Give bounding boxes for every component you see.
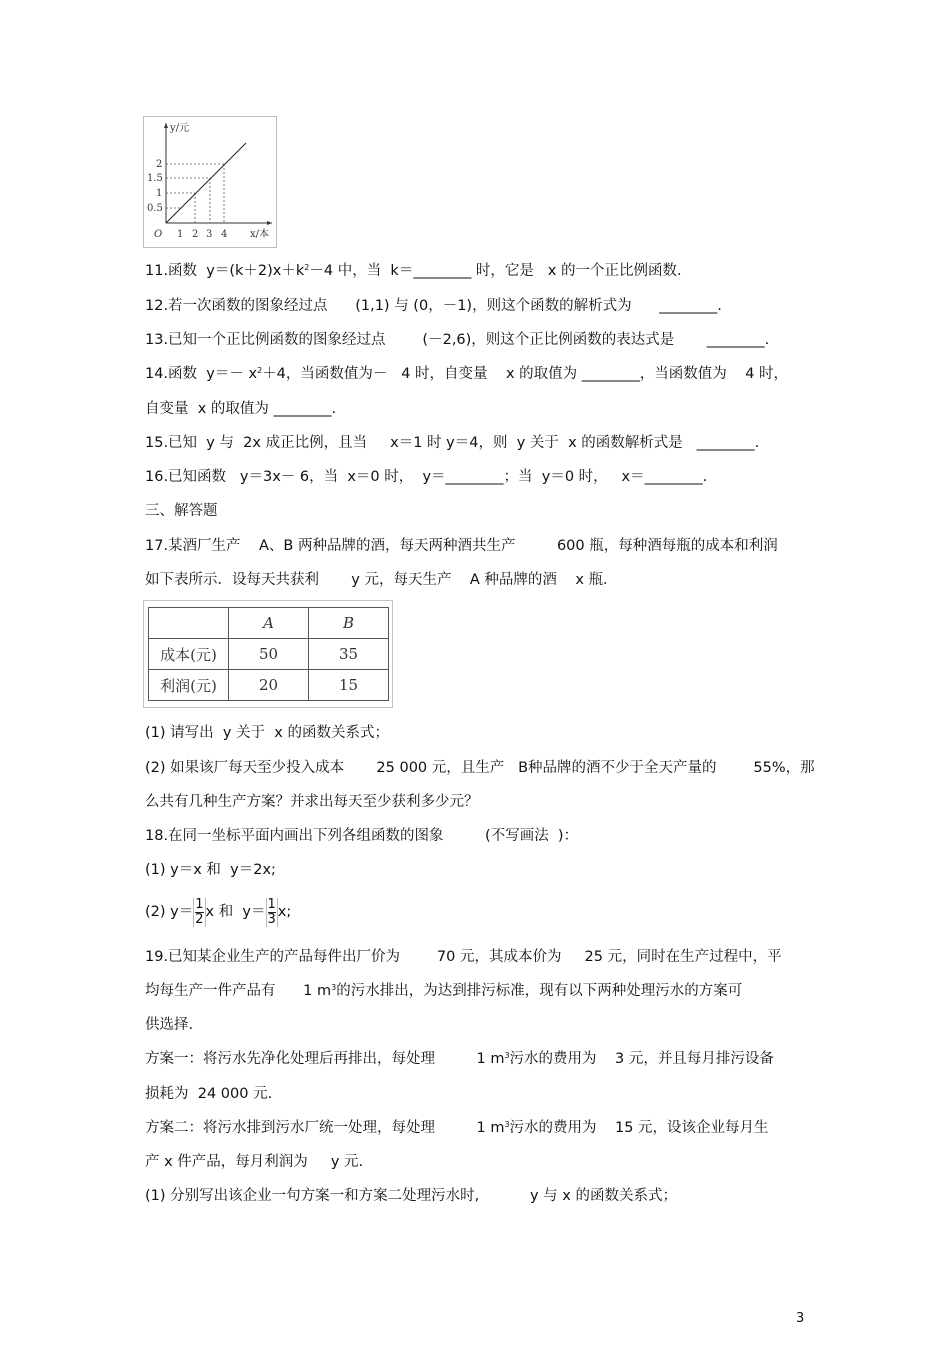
q18-text: x; xyxy=(277,904,292,920)
table-cell: 35 xyxy=(309,639,389,670)
question-19-part-1: (1) 分别写出该企业一句方案一和方案二处理污水时, y 与 x 的函数关系式； xyxy=(145,1188,677,1204)
fraction-numerator: 1 xyxy=(267,896,276,912)
plan-one-text: 方案一：将污水先净化处理后再排出，每处理 1 m xyxy=(145,1051,505,1067)
x-tick-label: 2 xyxy=(192,229,199,240)
table-cell: 15 xyxy=(309,670,389,701)
table-header-row xyxy=(149,608,389,639)
question-11 xyxy=(145,261,682,281)
question-18-part-2 xyxy=(145,896,291,928)
table-row xyxy=(149,670,389,701)
y-tick-label: 2 xyxy=(156,159,163,170)
q14-superscript: 2 xyxy=(257,366,263,375)
x-tick-label: 3 xyxy=(206,229,213,240)
plan-two xyxy=(145,1118,769,1138)
question-18-part-1: (1) y＝x 和 y＝2x; xyxy=(145,862,276,878)
graph-svg xyxy=(144,117,276,247)
cost-profit-table xyxy=(143,600,393,708)
q19-text: 均每生产一件产品有 1 m xyxy=(145,983,332,999)
question-19-line-2 xyxy=(145,981,742,1001)
y-tick-label: 1.5 xyxy=(147,173,163,184)
page-number: 3 xyxy=(796,1311,805,1326)
question-17-part-1: (1) 请写出 y 关于 x 的函数关系式； xyxy=(145,725,389,741)
table-row xyxy=(149,639,389,670)
table-cell: 利润(元) xyxy=(149,670,229,701)
section-heading: 三、解答题 xyxy=(145,503,218,519)
graph-line xyxy=(166,143,246,223)
question-17-line-1: 17.某酒厂生产 A、B 两种品牌的酒，每天两种酒共生产 600 瓶，每种酒每瓶的成本和利润 xyxy=(145,538,778,554)
y-axis-label: y/元 xyxy=(170,123,190,134)
table-cell: 20 xyxy=(229,670,309,701)
data-table xyxy=(148,607,389,701)
question-17-part-2: (2) 如果该厂每天至少投入成本 25 000 元，且生产 B种品牌的酒不少于全天产量的 55%，那 xyxy=(145,760,815,776)
question-15: 15.已知 y 与 2x 成正比例，且当 x＝1 时 y＝4，则 y 关于 x 的函数解析式是 ________. xyxy=(145,435,760,451)
x-axis-label: x/本 xyxy=(250,229,270,240)
fraction-numerator: 1 xyxy=(195,896,204,912)
origin-label: O xyxy=(154,229,163,240)
q18-text: (2) y＝ xyxy=(145,904,194,920)
q11-superscript: 2 xyxy=(304,263,310,272)
x-tick-label: 1 xyxy=(177,229,184,240)
question-18: 18.在同一坐标平面内画出下列各组函数的图象 (不写画法 )： xyxy=(145,828,579,844)
plan-two-text: 方案二：将污水排到污水厂统一处理，每处理 1 m xyxy=(145,1120,505,1136)
table-cell: 50 xyxy=(229,639,309,670)
y-tick-label: 1 xyxy=(156,188,163,199)
plan-one-line-2: 损耗为 24 000 元. xyxy=(145,1086,273,1102)
question-17-part-2-line-2: 么共有几种生产方案？并求出每天至少获利多少元？ xyxy=(145,794,479,810)
q19-superscript: 3 xyxy=(331,983,337,992)
plan-two-line-2: 产 x 件产品，每月利润为 y 元. xyxy=(145,1154,364,1170)
fraction-denominator: 2 xyxy=(195,911,204,927)
question-19-line-1: 19.已知某企业生产的产品每件出厂价为 70 元，其成本价为 25 元，同时在生产过程中，平 xyxy=(145,949,782,965)
q11-text-b: －4 中，当 k＝________ 时，它是 x 的一个正比例函数. xyxy=(309,263,682,279)
q11-text-a: 11.函数 y＝(k＋2)x＋k xyxy=(145,263,305,279)
fraction-one-half xyxy=(193,898,205,927)
plan-two-text: 污水的费用为 15 元，设该企业每月生 xyxy=(509,1120,769,1136)
line-graph-figure xyxy=(143,116,277,248)
q19-text: 的污水排出，为达到排污标准，现有以下两种处理污水的方案可 xyxy=(336,983,743,999)
table-cell xyxy=(149,608,229,639)
question-14-line-2: 自变量 x 的取值为 ________. xyxy=(145,401,337,417)
question-17-line-2: 如下表所示．设每天共获利 y 元，每天生产 A 种品牌的酒 x 瓶． xyxy=(145,572,618,588)
question-12: 12.若一次函数的图象经过点 (1,1) 与 (0，－1)，则这个函数的解析式为 ________. xyxy=(145,298,722,314)
y-tick-label: 0.5 xyxy=(147,203,163,214)
table-header-cell: B xyxy=(309,608,389,639)
y-axis-arrow xyxy=(164,123,168,128)
q18-text: x 和 y＝ xyxy=(205,904,266,920)
x-axis-arrow xyxy=(267,221,272,225)
table-cell: 成本(元) xyxy=(149,639,229,670)
plan-one-text: 污水的费用为 3 元，并且每月排污设备 xyxy=(509,1051,774,1067)
q14-text-a: 14.函数 y＝－ x xyxy=(145,366,258,382)
fraction-denominator: 3 xyxy=(267,911,276,927)
plan-one-superscript: 3 xyxy=(504,1051,510,1060)
x-tick-label: 4 xyxy=(221,229,228,240)
question-13: 13.已知一个正比例函数的图象经过点 (－2,6)，则这个正比例函数的表达式是 ________. xyxy=(145,332,770,348)
question-14 xyxy=(145,364,788,384)
question-19-line-3: 供选择. xyxy=(145,1017,194,1033)
plan-one xyxy=(145,1049,774,1069)
fraction-one-third xyxy=(266,898,278,927)
question-16: 16.已知函数 y＝3x－ 6，当 x＝0 时， y＝________；当 y＝0 时， x＝________. xyxy=(145,469,708,485)
table-header-cell: A xyxy=(229,608,309,639)
q14-text-b: ＋4，当函数值为－ 4 时，自变量 x 的取值为 ________，当函数值为 4 时， xyxy=(262,366,789,382)
plan-two-superscript: 3 xyxy=(504,1120,510,1129)
